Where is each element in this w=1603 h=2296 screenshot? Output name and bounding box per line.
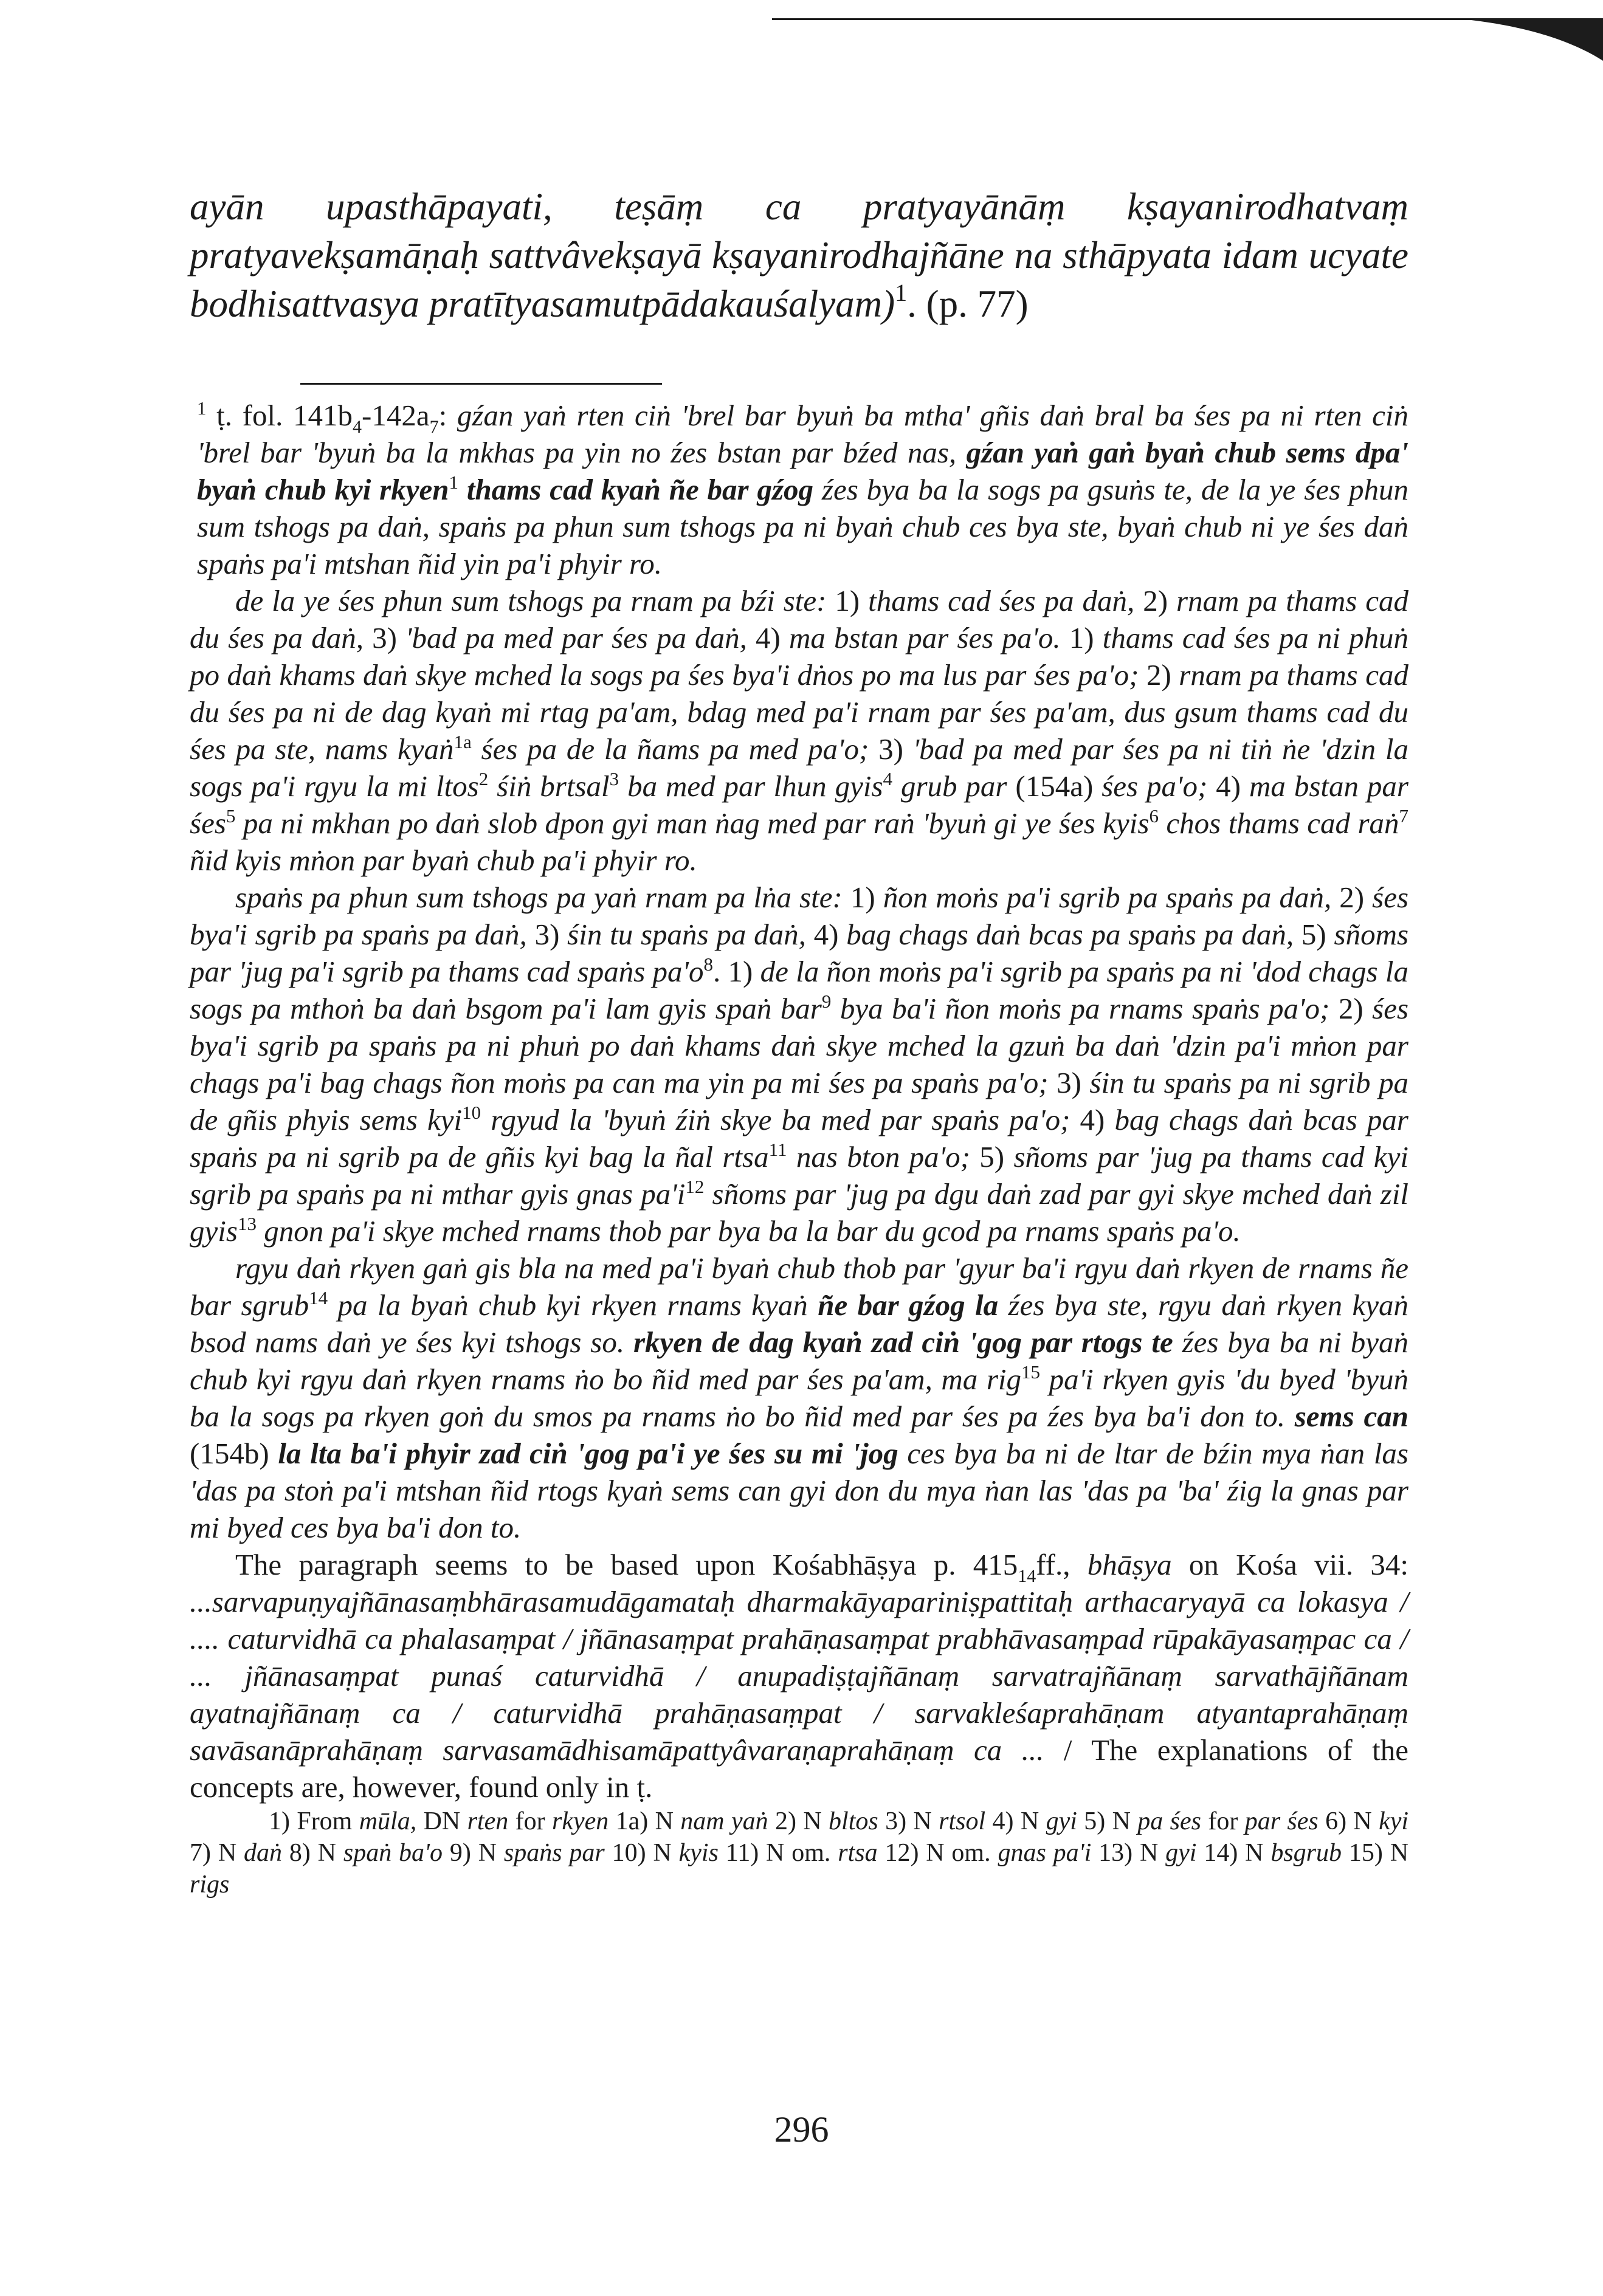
tibetan-text: źes bya ba ni byaṅ chub kyi rgyu daṅ rkyen rnams ṅo bo ñid med par śes pa'am, ma rig	[190, 1325, 1409, 1396]
variant-text: 4) N	[992, 1807, 1039, 1835]
enum-number: 4)	[1216, 769, 1241, 803]
tibetan-text: nas bton pa'o;	[796, 1140, 970, 1174]
variant-text: 8) N	[289, 1839, 337, 1867]
variant-italic: mūla,	[359, 1807, 417, 1835]
tibetan-bold-text: la lta ba'i phyir zad ciṅ 'gog pa'i ye śes su mi 'jog	[278, 1437, 898, 1470]
variant-marker: 9	[821, 991, 832, 1012]
variant-italic: kyi	[1379, 1807, 1409, 1835]
enum-number: 3)	[1057, 1066, 1081, 1099]
footnote-number: 1	[197, 397, 207, 419]
variant-italic: gyi	[1046, 1807, 1077, 1835]
variant-marker: 14	[309, 1287, 328, 1308]
variant-italic: spaṅs par	[503, 1839, 605, 1867]
folio-reference-mid: -142a	[362, 399, 430, 432]
variant-italic: par śes	[1244, 1807, 1319, 1835]
footnote-paragraph-1	[197, 397, 1408, 582]
variant-italic: rtsol	[939, 1807, 986, 1835]
enum-number: 4)	[813, 918, 839, 951]
variant-italic: bsgrub	[1270, 1839, 1342, 1867]
variant-italic: spaṅ ba'o	[343, 1839, 443, 1867]
enum-number: 1)	[850, 881, 875, 914]
tibetan-bold-text: sems can	[1294, 1400, 1408, 1433]
variant-text: 1) From	[269, 1807, 353, 1835]
variant-italic: rigs	[190, 1871, 230, 1899]
tibetan-text: ces bya ba ni de ltar de bźin mya ṅan las 'das pa stoṅ pa'i mtshan ñid rtogs kyaṅ sems can gyi don du mya ṅan las 'das pa 'ba' źig la gnas par mi byed ces bya ba'i don to.	[190, 1437, 1409, 1544]
enum-number: 5)	[1301, 918, 1326, 951]
footnote-paragraph-3	[190, 879, 1408, 1249]
page-content	[190, 182, 1408, 1900]
variant-marker: 3	[609, 768, 619, 789]
folio-reference-end: :	[438, 399, 457, 432]
variant-marker: 5	[226, 805, 236, 827]
tibetan-text: chos thams cad raṅ	[1166, 806, 1399, 840]
variant-text: 2) N	[775, 1807, 822, 1835]
tibetan-text: sñoms par 'jug pa dgu daṅ zad par gyi skye mched daṅ zil gyis	[190, 1177, 1409, 1248]
folio-subscript: 7	[429, 417, 439, 437]
tibetan-text: ma bstan par śes	[190, 769, 1408, 840]
variant-italic: pa śes	[1137, 1807, 1201, 1835]
tibetan-text: ñid kyis mṅon par byaṅ chub pa'i phyir ro.	[190, 844, 697, 877]
folio-reference: (154b)	[190, 1437, 269, 1470]
footnote-paragraph-4	[190, 1249, 1408, 1546]
variant-text: for	[515, 1807, 545, 1835]
variant-marker: 15	[1021, 1361, 1041, 1383]
variant-italic: rkyen	[551, 1807, 609, 1835]
variant-marker: 6	[1149, 805, 1159, 827]
tibetan-text: rgyu daṅ rkyen gaṅ gis bla na med pa'i byaṅ chub thob par 'gyur ba'i rgyu daṅ rkyen de rnams ñe bar sgrub	[190, 1251, 1408, 1322]
enum-number: 3)	[878, 732, 903, 766]
enum-number: 1)	[1069, 621, 1094, 655]
enum-number: 2)	[1146, 658, 1171, 692]
variant-text: 3) N	[885, 1807, 932, 1835]
footnote-paragraph-2	[190, 582, 1408, 879]
tibetan-bold-text: ñe bar gźog la	[818, 1288, 999, 1322]
tibetan-bold-text: gźan yaṅ gaṅ byaṅ chub sems dpa' byaṅ chub kyi rkyen	[197, 436, 1409, 506]
folio-subscript: 4	[353, 417, 362, 437]
tibetan-text: ñon moṅs pa'i sgrib pa spaṅs pa daṅ,	[883, 881, 1332, 914]
enum-number: 2)	[1339, 881, 1365, 914]
page-number: 296	[774, 2109, 829, 2150]
page-reference: . (p. 77)	[907, 283, 1029, 325]
variant-text: 13) N	[1098, 1839, 1159, 1867]
variant-text: 9) N	[449, 1839, 497, 1867]
tibetan-text: rgyud la 'byuṅ źiṅ skye ba med par spaṅs pa'o;	[491, 1103, 1070, 1136]
tibetan-text: sñoms par 'jug pa thams cad kyi sgrib pa spaṅs pa ni mthar gyis gnas pa'i	[190, 1140, 1409, 1211]
variant-marker: 4	[883, 768, 893, 789]
tibetan-text: rnam pa thams cad du śes pa daṅ,	[190, 584, 1408, 655]
tibetan-text: grub par	[900, 769, 1007, 803]
variant-text: 11) N om.	[725, 1839, 831, 1867]
variant-italic: gnas pa'i	[998, 1839, 1092, 1867]
variant-text: 14) N	[1204, 1839, 1264, 1867]
variant-text: 10) N	[612, 1839, 672, 1867]
tibetan-text: ma bstan par śes pa'o.	[788, 621, 1061, 655]
sanskrit-quote: ...sarvapuṇyajñānasaṃbhārasamudāgamataḥ dharmakāyapariniṣpattitaḥ arthacaryayā ca lokasya / .... caturvidhā ca phalasaṃpat / jñānasaṃpat prahāṇasaṃpat prabhāvasaṃpad rūpakāyasaṃpac ca / ... jñānasaṃpat punaś caturvidhā / anupadiṣṭajñānaṃ sarvatrajñānaṃ sarvathājñānam ayatnajñānaṃ ca / caturvidhā prahāṇasaṃpat / sarvakleśaprahāṇam atyantaprahāṇaṃ savāsanāprahāṇaṃ sarvasamādhisamāpattyâvaraṇaprahāṇaṃ ca ...	[190, 1585, 1408, 1767]
variant-marker: 13	[237, 1213, 257, 1234]
variant-italic: nam yaṅ	[680, 1807, 768, 1835]
line-subscript: 14	[1018, 1566, 1036, 1586]
tibetan-text: ba med par lhun gyis	[627, 769, 883, 803]
tibetan-text: sñoms par 'jug pa'i sgrib pa thams cad spaṅs pa'o	[190, 918, 1409, 988]
tibetan-text: thams cad śes pa ni phuṅ po daṅ khams daṅ skye mched la sogs pa śes bya'i dṅos po ma lus par śes pa'o;	[190, 621, 1409, 692]
variant-marker: 7	[1399, 805, 1409, 827]
tibetan-text: źes bya ste, rgyu daṅ rkyen kyaṅ bsod nams daṅ ye śes kyi tshogs so.	[190, 1288, 1408, 1359]
english-text: ff.,	[1036, 1548, 1070, 1581]
scan-edge-shadow	[772, 0, 1603, 61]
variant-italic: gyi	[1165, 1839, 1197, 1867]
footnote-block	[190, 397, 1408, 1900]
variant-text: 12) N om.	[884, 1839, 991, 1867]
enum-number: 2)	[1143, 584, 1168, 617]
enum-number: 1)	[835, 584, 860, 617]
main-paragraph-text: ayān upasthāpayati, teṣāṃ ca pratyayānāṃ kṣayanirodhatvaṃ pratyavekṣamāṇaḥ sattvâvekṣayā kṣayanirodhajñāne na sthāpyata idam ucyate bodhisattvasya pratītyasamutpādakauśalyam)	[190, 185, 1408, 325]
enum-number: 3)	[534, 918, 560, 951]
footnote-divider	[300, 383, 662, 385]
variant-readings	[190, 1806, 1408, 1900]
enum-number: 4)	[756, 621, 781, 655]
folio-reference: ṭ. fol. 141b	[216, 399, 353, 432]
variant-marker: 10	[462, 1102, 481, 1123]
sanskrit-term: bhāṣya	[1087, 1548, 1172, 1581]
tibetan-text: 'bad pa med par śes pa ni tiṅ ṅe 'dzin la sogs pa'i rgyu la mi ltos	[190, 732, 1409, 803]
tibetan-text: bag chags daṅ bcas pa spaṅs pa daṅ,	[846, 918, 1294, 951]
enum-number: . 1)	[713, 955, 753, 988]
enum-number: 5)	[979, 1140, 1005, 1174]
variant-marker: 2	[478, 768, 489, 789]
variant-text: 5) N	[1084, 1807, 1131, 1835]
tibetan-text: de la ye śes phun sum tshogs pa rnam pa bźi ste:	[235, 584, 827, 617]
tibetan-text: bya ba'i ñon moṅs pa rnams spaṅs pa'o;	[839, 992, 1330, 1025]
folio-reference: (154a)	[1015, 769, 1094, 803]
variant-text: 6) N	[1325, 1807, 1372, 1835]
english-text: The paragraph seems to be based upon Kośabhāṣya p. 415	[235, 1548, 1018, 1581]
main-paragraph	[190, 182, 1408, 328]
english-text: / The explanations of the concepts are, however, found only in ṭ.	[190, 1733, 1408, 1804]
variant-text: 1a) N	[615, 1807, 674, 1835]
tibetan-text: źes bya ba la sogs pa gsuṅs te, de la ye śes phun sum tshogs pa daṅ, spaṅs pa phun sum tshogs pa ni byaṅ chub ces bya ste, byaṅ chub ni ye śes daṅ spaṅs pa'i mtshan ñid yin pa'i phyir ro.	[197, 473, 1409, 580]
variant-marker: 12	[685, 1176, 705, 1197]
tibetan-text: śin tu spaṅs pa daṅ,	[567, 918, 806, 951]
tibetan-text: thams cad śes pa daṅ,	[868, 584, 1135, 617]
variant-text: 15) N	[1348, 1839, 1409, 1867]
tibetan-text: bag chags daṅ bcas par spaṅs pa ni sgrib pa de gñis kyi bag la ñal rtsa	[190, 1103, 1409, 1174]
tibetan-text: rnam pa thams cad du śes pa ni de dag kyaṅ mi rtag pa'am, bdag med pa'i rnam par śes pa'am, dus gsum thams cad du śes pa ste, nams kyaṅ	[190, 658, 1408, 766]
footnote-paragraph-5	[190, 1546, 1408, 1806]
tibetan-text: pa'i rkyen gyis 'du byed 'byuṅ ba la sogs pa rkyen goṅ du smos pa rnams ṅo bo ñid med par śes pa źes bya ba'i don to.	[190, 1363, 1409, 1433]
tibetan-text: pa la byaṅ chub kyi rkyen rnams kyaṅ	[337, 1288, 808, 1322]
english-text: on Kośa vii. 34:	[1188, 1548, 1409, 1581]
variant-italic: daṅ	[244, 1839, 283, 1867]
tibetan-text: gźan yaṅ rten ciṅ 'brel bar byuṅ ba mtha' gñis daṅ bral ba śes pa ni rten ciṅ 'brel bar 'byuṅ ba la mkhas pa yin no źes bstan par bźed nas,	[197, 399, 1408, 469]
tibetan-text: pa ni mkhan po daṅ slob dpon gyi man ṅag med par raṅ 'byuṅ gi ye śes kyis	[243, 806, 1150, 840]
tibetan-bold-text: thams cad kyaṅ ñe bar gźog	[466, 473, 814, 506]
variant-marker: 8	[703, 954, 713, 975]
variant-text: for	[1208, 1807, 1238, 1835]
variant-text: DN	[423, 1807, 461, 1835]
variant-italic: rten	[467, 1807, 509, 1835]
tibetan-text: śes bya'i sgrib pa spaṅs pa daṅ,	[190, 881, 1409, 951]
enum-number: 4)	[1080, 1103, 1105, 1136]
tibetan-text: de la ñon moṅs pa'i sgrib pa spaṅs pa ni 'dod chags la sogs pa mthoṅ ba daṅ bsgom pa'i lam gyis spaṅ bar	[190, 955, 1408, 1025]
tibetan-text: śin tu spaṅs pa ni sgrib pa de gñis phyis sems kyi	[190, 1066, 1409, 1136]
variant-marker: 1	[449, 472, 458, 493]
variant-italic: bltos	[829, 1807, 878, 1835]
enum-number: 2)	[1338, 992, 1363, 1025]
tibetan-text: gnon pa'i skye mched rnams thob par bya ba la bar du gcod pa rnams spaṅs pa'o.	[264, 1214, 1241, 1248]
variant-marker: 1a	[453, 731, 472, 752]
variant-marker: 11	[768, 1139, 787, 1160]
tibetan-text: spaṅs pa phun sum tshogs pa yaṅ rnam pa lṅa ste:	[235, 881, 843, 914]
tibetan-bold-text: rkyen de dag kyaṅ zad ciṅ 'gog par rtogs te	[633, 1325, 1173, 1359]
footnote-marker: 1	[895, 279, 908, 306]
tibetan-text: śes bya'i sgrib pa spaṅs pa ni phuṅ po daṅ khams daṅ skye mched la gzuṅ ba daṅ 'dzin pa'i mṅon par chags pa'i bag chags ñon moṅs pa can ma yin pa mi śes pa spaṅs pa'o;	[190, 992, 1409, 1099]
enum-number: 3)	[372, 621, 397, 655]
tibetan-text: śes pa'o;	[1101, 769, 1208, 803]
variant-italic: kyis	[678, 1839, 719, 1867]
tibetan-text: 'bad pa med par śes pa daṅ,	[405, 621, 747, 655]
tibetan-text: śiṅ brtsal	[497, 769, 610, 803]
variant-italic: rtsa	[838, 1839, 878, 1867]
variant-text: 7) N	[190, 1839, 237, 1867]
tibetan-text: śes pa de la ñams pa med pa'o;	[481, 732, 869, 766]
